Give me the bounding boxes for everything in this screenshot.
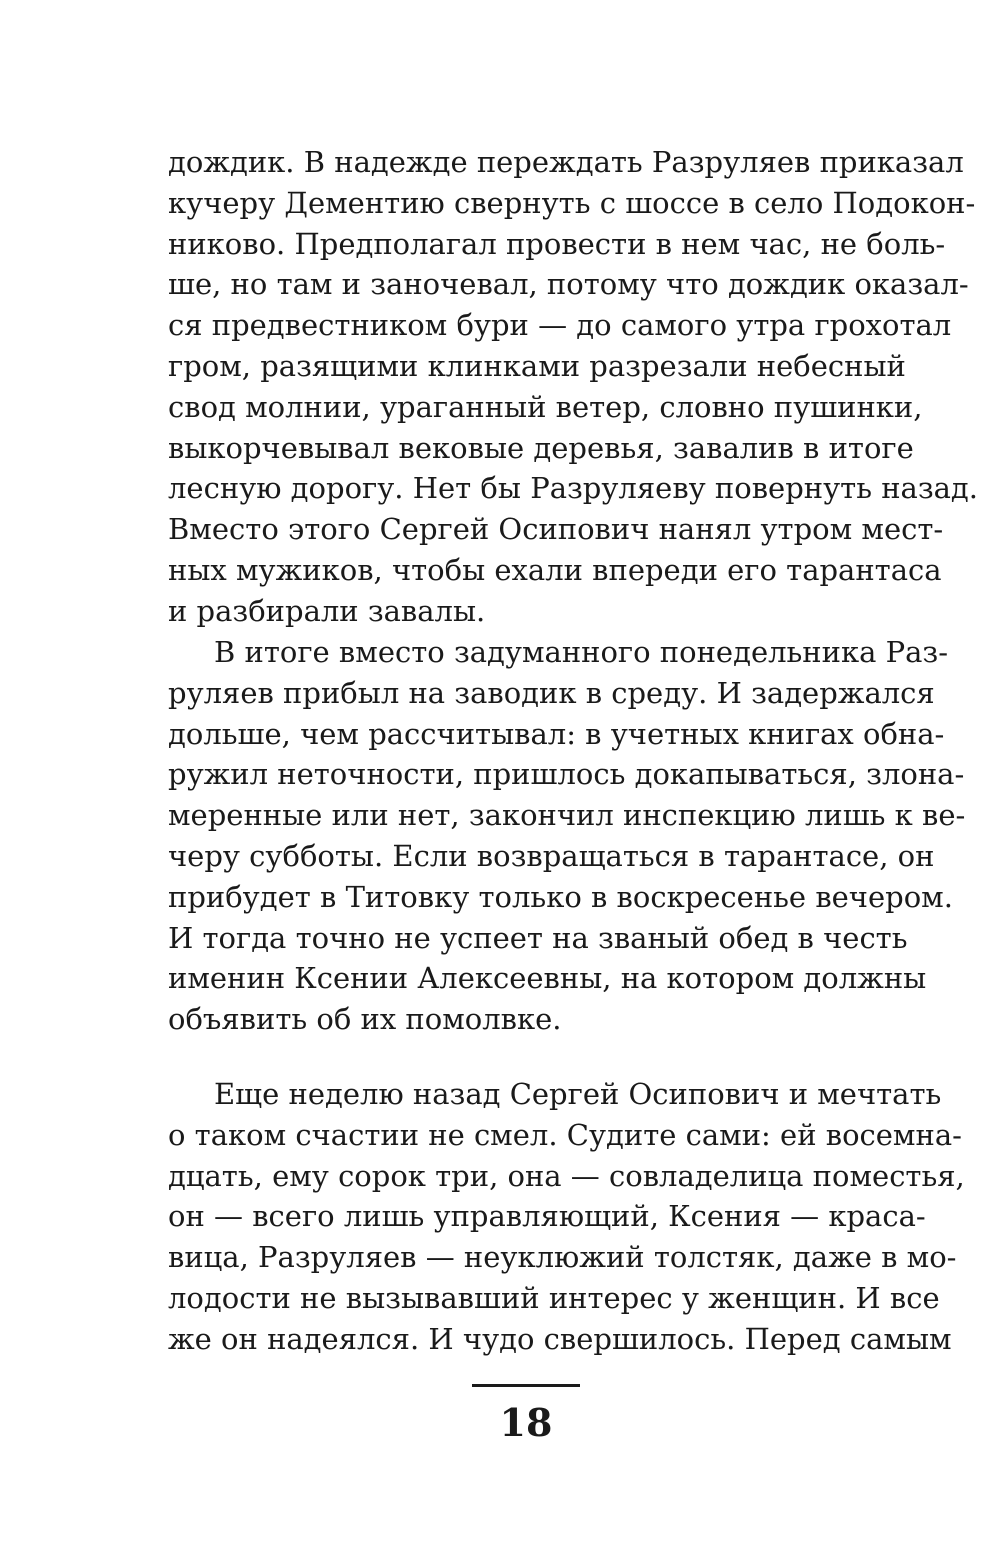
text-line: ся предвестником бури — до самого утра грохотал [168,308,952,343]
text-line: ше, но там и заночевал, потому что дождик оказал- [168,267,969,302]
text-line: выкорчевывал вековые деревья, завалив в итоге [168,430,914,465]
paragraph-2 [168,632,966,1040]
text-line: он — всего лишь управляющий, Ксения — краса- [168,1199,926,1234]
text-line: дождик. В надежде переждать Разруляев приказал [168,145,964,179]
text-line: свод молнии, ураганный ветер, словно пушинки, [168,389,923,424]
text-line: объявить об их помолвке. [168,1002,562,1037]
text-line: Вместо этого Сергей Осипович нанял утром мест- [168,512,944,547]
paragraph-3 [168,1074,965,1360]
text-line: лесную дорогу. Нет бы Разруляеву повернуть назад. [168,471,979,506]
text-line: лодости не вызывавший интерес у женщин. И все [168,1280,940,1315]
text-line: же он надеялся. И чудо свершилось. Перед самым [168,1321,952,1356]
text-line: дольше, чем рассчитывал: в учетных книгах обна- [168,716,945,751]
text-line: меренные или нет, закончил инспекцию лишь к ве- [168,798,966,833]
text-line: ружил неточности, пришлось докапываться, злона- [168,757,965,792]
page-number-rule [472,1384,580,1387]
text-line: именин Ксении Алексеевны, на котором должны [168,961,927,996]
text-line: вица, Разруляев — неуклюжий толстяк, даже в мо- [168,1240,957,1275]
page-number: 18 [499,1400,553,1445]
text-line: никово. Предполагал провести в нем час, не боль- [168,226,946,261]
text-line: прибудет в Титовку только в воскресенье вечером. [168,879,953,914]
text-line: Еще неделю назад Сергей Осипович и мечтать [214,1077,942,1111]
text-line: ных мужиков, чтобы ехали впереди его тарантаса [168,552,942,587]
text-line: гром, разящими клинками разрезали небесный [168,348,906,383]
text-line: черу субботы. Если возвращаться в тарантасе, он [168,838,935,873]
text-line: В итоге вместо задуманного понедельника Раз- [214,635,949,669]
paragraph-1 [168,142,979,632]
text-line: руляев прибыл на заводик в среду. И задержался [168,675,935,710]
text-line: о таком счастии не смел. Судите сами: ей восемна- [168,1117,962,1152]
text-line: кучеру Дементию свернуть с шоссе в село Подокон- [168,185,976,220]
text-line: дцать, ему сорок три, она — совладелица поместья, [168,1158,965,1193]
text-line: И тогда точно не успеет на званый обед в честь [168,920,908,955]
text-line: и разбирали завалы. [168,593,486,628]
